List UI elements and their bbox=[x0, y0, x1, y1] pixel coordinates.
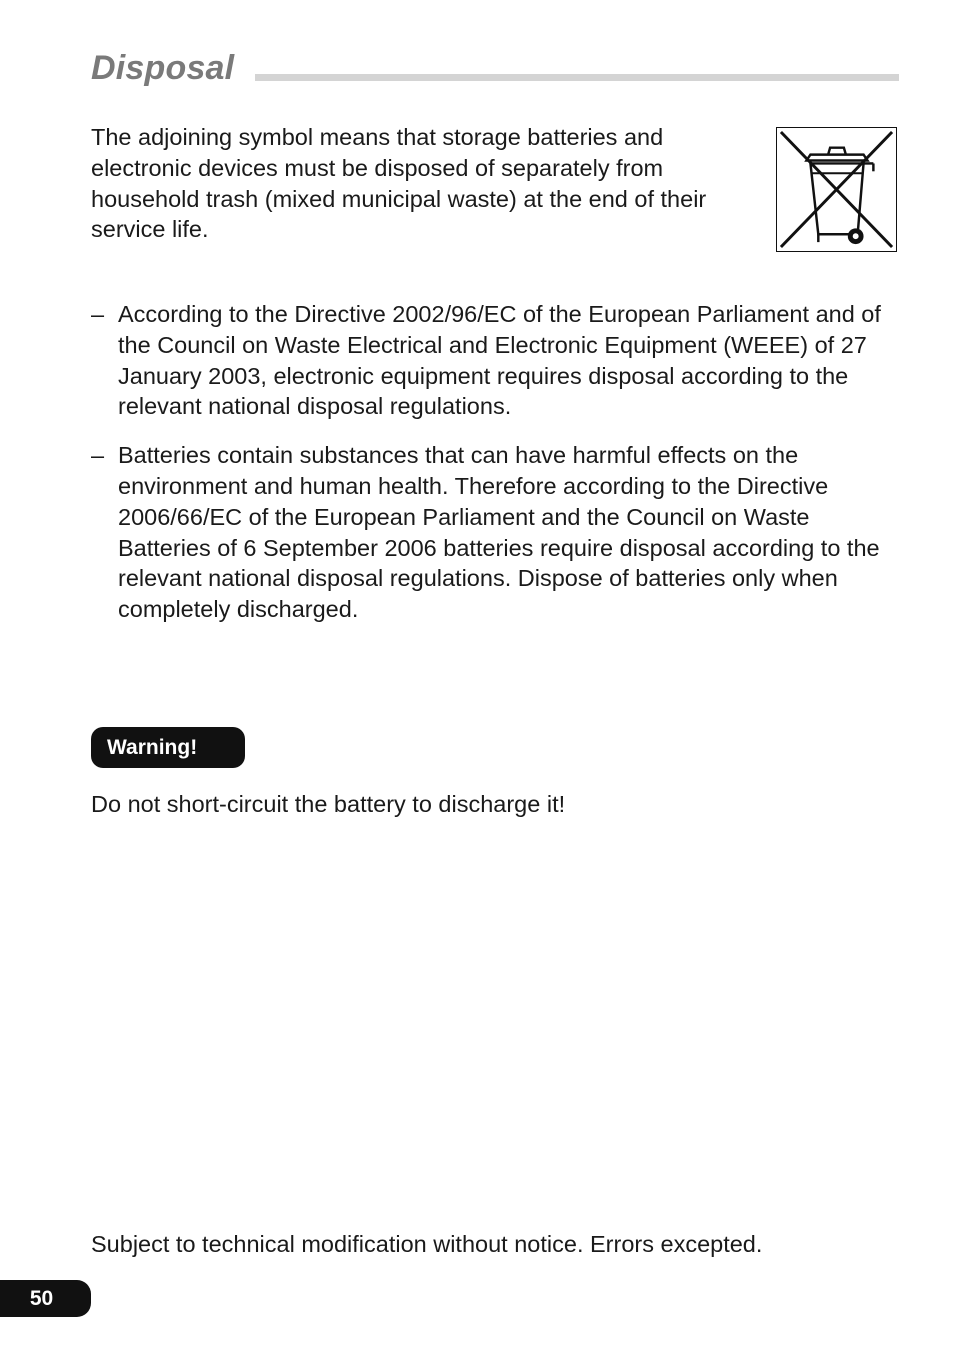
list-item-text: Batteries contain substances that can have harmful effects on the environment and human health. Therefore according to the Directive 2006/66/EC of the European Parliament and the Council on Waste Batteries of 6 September 2006 batteries require disposal according to the relevant national disposal regulations. Dispose of batteries only when completely discharged. bbox=[118, 442, 880, 623]
page-number-badge: 50 bbox=[0, 1280, 91, 1317]
list-item bbox=[91, 299, 891, 422]
list-item-text: According to the Directive 2002/96/EC of the European Parliament and of the Council on Waste Electrical and Electronic Equipment (WEEE) of 27 January 2003, electronic equipment requires disposal according to the relevant national disposal regulations. bbox=[118, 301, 881, 420]
list-item bbox=[91, 440, 891, 625]
intro-paragraph: The adjoining symbol means that storage batteries and electronic devices must be disposed of separately from household trash (mixed municipal waste) at the end of their service life. bbox=[91, 124, 707, 243]
list-dash: – bbox=[91, 442, 105, 469]
section-heading bbox=[91, 46, 899, 90]
warning-badge: Warning! bbox=[91, 727, 245, 768]
list-dash: – bbox=[91, 301, 105, 327]
warning-text: Do not short-circuit the battery to discharge it! bbox=[91, 791, 566, 817]
crossed-out-wheelie-bin-icon bbox=[776, 127, 897, 252]
heading-rule-divider bbox=[255, 74, 899, 81]
footer-note: Subject to technical modification without notice. Errors excepted. bbox=[91, 1231, 763, 1257]
disposal-directives-list bbox=[91, 299, 891, 643]
page-title: Disposal bbox=[91, 49, 235, 87]
